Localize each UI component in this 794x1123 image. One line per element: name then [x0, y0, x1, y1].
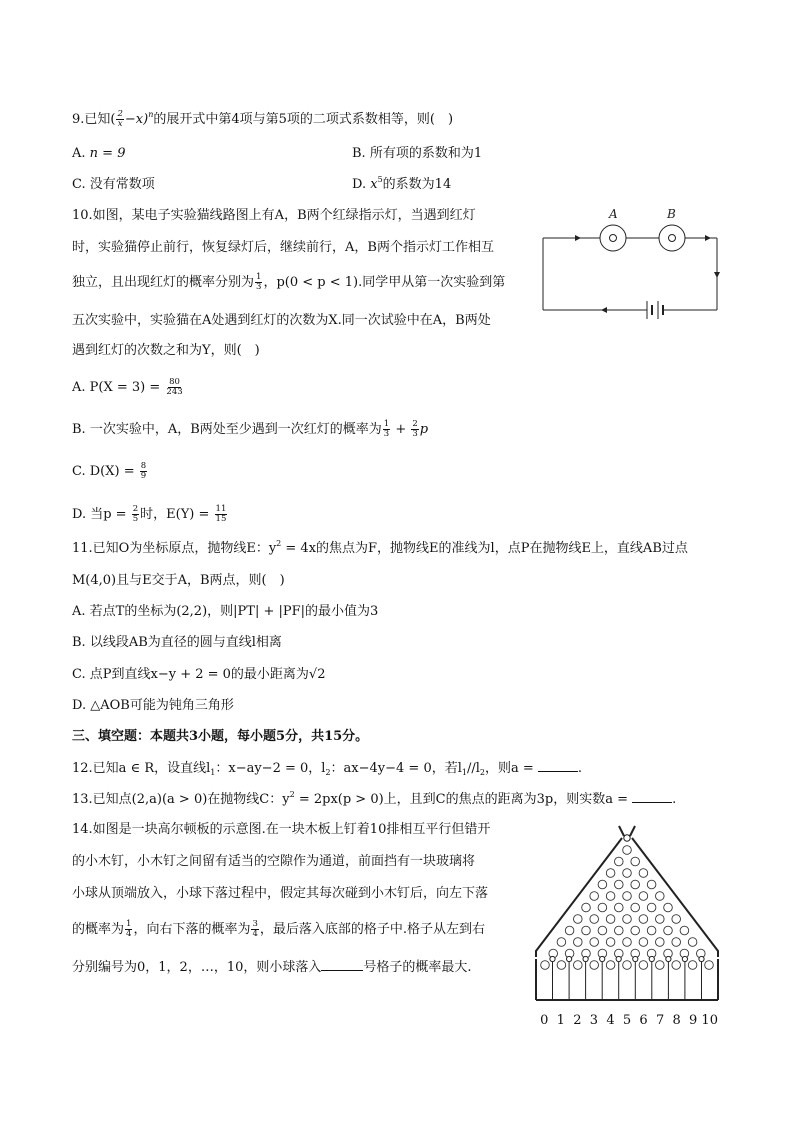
- q14-line-3: 小球从顶端放入，小球下落过程中，假定其每次碰到小木钉后，向左下落: [72, 886, 489, 901]
- peg: [574, 961, 583, 970]
- peg: [639, 915, 648, 924]
- divider-head: [666, 956, 671, 961]
- peg: [623, 846, 632, 855]
- q14-line-2: 的小木钉，小木钉之间留有适当的空隙作为通道，前面挡有一块玻璃将: [72, 854, 476, 869]
- q12-stem: 12.已知a ∈ R，设直线$l_1$：x−ay−2 = 0，$l_2$：ax−4y−4 = 0，若$l_1//l_2$，则a = .: [72, 761, 583, 777]
- ball-icon: [624, 835, 630, 841]
- q12-answer-blank[interactable]: [538, 759, 578, 772]
- peg: [680, 926, 689, 935]
- q14-line-4: 的概率为 $\frac{1}{4}$ ，向右下落的概率为 $\frac{3}{4}$ ，最后落入底部的格子中.格子从左到右: [72, 919, 486, 939]
- peg: [631, 926, 640, 935]
- peg: [639, 869, 648, 878]
- peg: [598, 880, 607, 889]
- battery-icon: [647, 301, 663, 319]
- peg: [606, 938, 615, 947]
- slot-label: 0: [540, 1013, 549, 1028]
- q9-option-a: A. n = 9: [72, 146, 126, 161]
- q9-stem: 9.已知( $\frac{2}{x}$ −x)$^n$的展开式中第4项与第5项的二项式系数相等，则( ): [72, 109, 454, 129]
- peg: [615, 880, 624, 889]
- peg: [688, 938, 697, 947]
- peg: [647, 903, 656, 912]
- q11-option-b: B. 以线段AB为直径的圆与直线l相离: [72, 635, 282, 650]
- peg: [639, 961, 648, 970]
- q14-line-5: 分别编号为0，1，2，…，10，则小球落入 号格子的概率最大.: [72, 960, 472, 975]
- peg: [672, 938, 681, 947]
- section-3-heading: 三、填空题：本题共3小题，每小题5分，共15分。: [72, 729, 369, 744]
- peg: [598, 903, 607, 912]
- divider-head: [567, 956, 572, 961]
- peg: [656, 961, 665, 970]
- q11-line-1: 11.已知O为坐标原点，抛物线E：$y^2 = 4x$的焦点为F，抛物线E的准线为l，点P在抛物线E上，直线AB过点: [72, 539, 688, 556]
- slot-label: 8: [672, 1013, 681, 1028]
- peg: [565, 926, 574, 935]
- peg: [557, 961, 566, 970]
- peg: [574, 915, 583, 924]
- peg: [647, 926, 656, 935]
- q10-line-1: 10.如图，某电子实验猫线路图上有A，B两个红绿指示灯，当遇到红灯: [72, 208, 476, 223]
- peg: [615, 926, 624, 935]
- peg: [574, 938, 583, 947]
- funnel-right: [630, 826, 635, 836]
- slot-label: 10: [701, 1013, 718, 1028]
- q10-line-4: 五次实验中，实验猫在A处遇到红灯的次数为X.同一次试验中在A，B两处: [72, 313, 491, 328]
- slot-label: 9: [689, 1013, 698, 1028]
- slot-label: 2: [573, 1013, 582, 1028]
- q10-option-a: A. P(X = 3) = $\frac{80}{243}$: [72, 377, 183, 397]
- peg: [623, 869, 632, 878]
- q9-option-d: D. $x^5$的系数为14: [352, 175, 452, 192]
- peg: [623, 961, 632, 970]
- peg: [656, 892, 665, 901]
- peg: [705, 961, 714, 970]
- peg: [606, 915, 615, 924]
- peg: [639, 892, 648, 901]
- peg: [590, 938, 599, 947]
- peg: [672, 961, 681, 970]
- q10-line-5: 遇到红灯的次数之和为Y，则( ): [72, 343, 260, 358]
- q10-option-d: D. 当p = $\frac{2}{5}$ 时，E(Y) = $\frac{11}{15}$: [72, 504, 227, 524]
- peg: [631, 857, 640, 866]
- peg: [582, 926, 591, 935]
- q9-number: 9.: [72, 112, 85, 127]
- q11-option-a: A. 若点T的坐标为(2,2)，则|PT| + |PF|的最小值为3: [72, 604, 379, 619]
- divider-head: [699, 956, 704, 961]
- q10-option-c: C. D(X) = $\frac{8}{9}$: [72, 461, 147, 481]
- peg: [639, 938, 648, 947]
- q11-line-2: M(4,0)且与E交于A，B两点，则( ): [72, 573, 285, 588]
- q11-option-d: D. △AOB可能为钝角三角形: [72, 698, 234, 713]
- q9-fraction: $\frac{2}{x}$: [117, 109, 123, 129]
- peg: [590, 892, 599, 901]
- divider-head: [583, 956, 588, 961]
- q11-option-c: C. 点P到直线x−y + 2 = 0的最小距离为√2: [72, 667, 326, 682]
- slot-label: 5: [622, 1013, 632, 1028]
- divider-head: [550, 956, 555, 961]
- q9-option-c: C. 没有常数项: [72, 177, 155, 192]
- peg: [590, 961, 599, 970]
- peg: [598, 926, 607, 935]
- peg: [606, 892, 615, 901]
- peg: [656, 915, 665, 924]
- q14-answer-blank[interactable]: [321, 958, 363, 971]
- peg: [623, 892, 632, 901]
- q13-answer-blank[interactable]: [632, 790, 672, 803]
- slot-label: 1: [556, 1013, 565, 1028]
- divider-head: [682, 956, 687, 961]
- slot-label: 6: [639, 1013, 648, 1028]
- galton-board-diagram: [530, 822, 724, 1032]
- divider-head: [633, 956, 638, 961]
- peg: [664, 903, 673, 912]
- lamp-a-icon: [600, 225, 626, 251]
- slot-label: 3: [589, 1013, 599, 1028]
- q14-line-1: 14.如图是一块高尔顿板的示意图.在一块木板上钉着10排相互平行但错开: [72, 822, 491, 837]
- divider-head: [600, 956, 605, 961]
- peg: [615, 857, 624, 866]
- q10-option-b: B. 一次实验中，A，B两处至少遇到一次红灯的概率为 $\frac{1}{3}$ + $\frac{2}{3}$ p: [72, 419, 429, 439]
- peg: [656, 938, 665, 947]
- peg: [623, 915, 632, 924]
- peg: [672, 915, 681, 924]
- q10-line-2: 时，实验猫停止前行，恢复绿灯后，继续前行，A，B两个指示灯工作相互: [72, 240, 494, 255]
- peg: [541, 961, 550, 970]
- funnel-left: [619, 826, 624, 836]
- slot-label: 7: [655, 1013, 665, 1028]
- peg: [582, 903, 591, 912]
- lamp-b-icon: [659, 225, 685, 251]
- label-b: B: [667, 207, 676, 221]
- divider-head: [616, 956, 621, 961]
- q10-line-3: 独立，且出现红灯的概率分别为 $\frac{1}{3}$ ，p(0 < p < 1).同学甲从第一次实验到第: [72, 272, 506, 292]
- circuit-diagram: [535, 200, 725, 325]
- peg: [615, 903, 624, 912]
- peg: [631, 880, 640, 889]
- peg: [590, 915, 599, 924]
- q9-option-b: B. 所有项的系数和为1: [352, 146, 483, 161]
- peg: [557, 938, 566, 947]
- q13-stem: 13.已知点(2,a)(a > 0)在抛物线C：$y^2 = 2px(p > 0)$上，且到C的焦点的距离为3p，则实数a = .: [72, 790, 677, 807]
- peg: [623, 938, 632, 947]
- peg: [647, 880, 656, 889]
- peg: [606, 869, 615, 878]
- peg: [606, 961, 615, 970]
- label-a: A: [609, 207, 618, 221]
- peg: [688, 961, 697, 970]
- slot-label: 4: [606, 1013, 615, 1028]
- peg: [631, 903, 640, 912]
- divider-head: [649, 956, 654, 961]
- peg: [664, 926, 673, 935]
